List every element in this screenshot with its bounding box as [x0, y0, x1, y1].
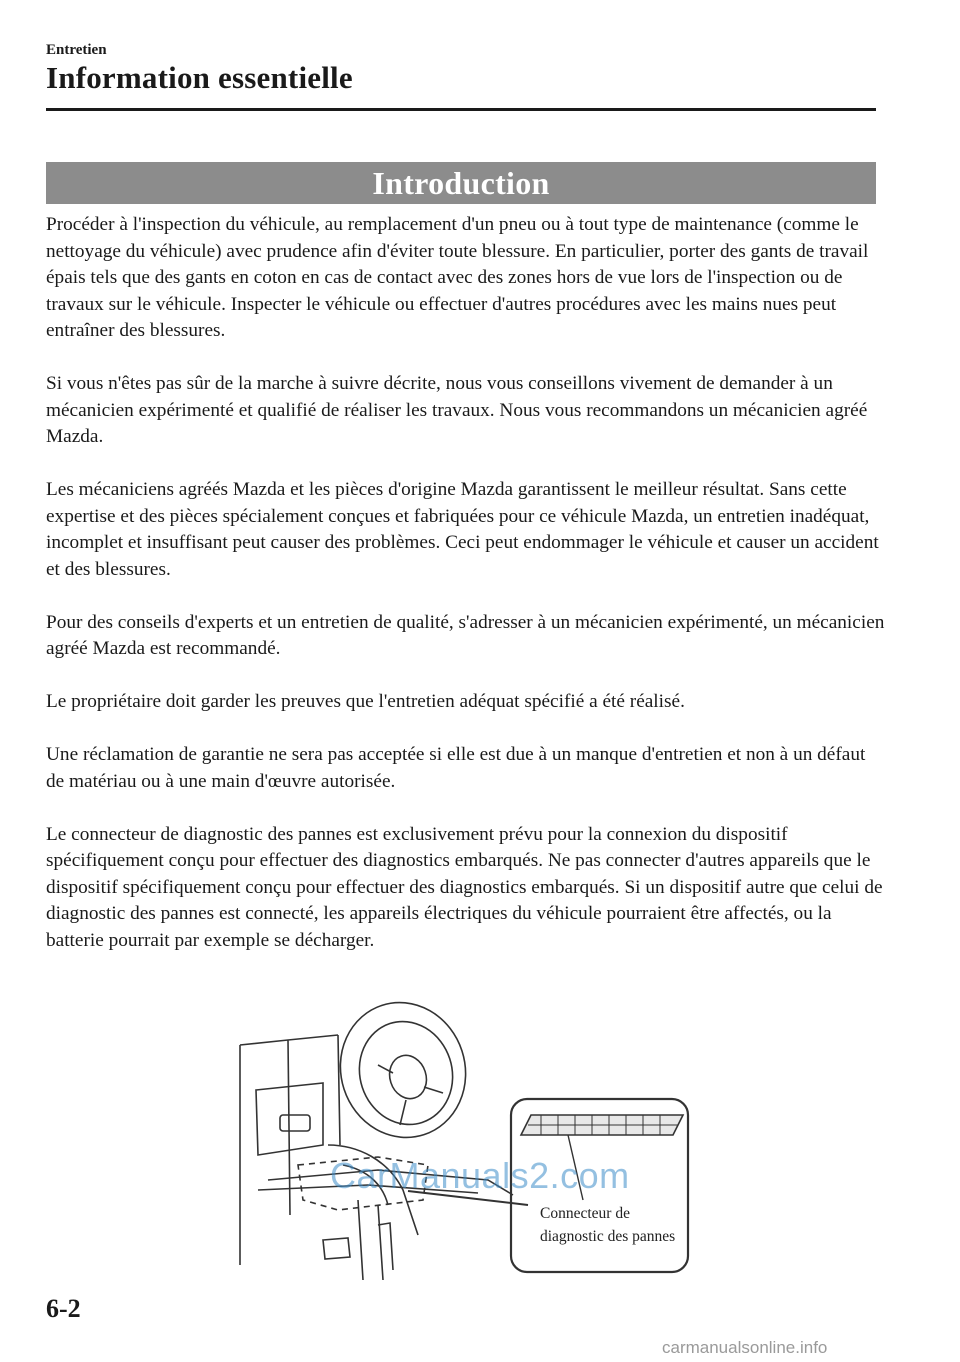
paragraph: Si vous n'êtes pas sûr de la marche à suivre décrite, nous vous conseillons vivement de demander à un mécanicien expérimenté et qualifié de réaliser les travaux. Nous vous recommandons un mécanicien agréé Mazda.	[46, 373, 868, 447]
diagnostic-connector-figure	[228, 995, 698, 1280]
paragraph: Le propriétaire doit garder les preuves que l'entretien adéquat spécifié a été réalisé.	[46, 691, 685, 712]
paragraph: Pour des conseils d'experts et un entretien de qualité, s'adresser à un mécanicien expérimenté, un mécanicien agréé Mazda est recommandé.	[46, 611, 885, 659]
paragraph: Procéder à l'inspection du véhicule, au remplacement d'un pneu ou à tout type de maintenance (comme le nettoyage du véhicule) avec prudence afin d'éviter toute blessure. En particulier, porter des gants de travail épais tels que des gants en coton en cas de contact avec des zones hors de vue lors de l'inspection ou de travaux sur le véhicule. Inspecter le véhicule ou effectuer d'autres procédures avec les mains nues peut entraîner des blessures.	[46, 214, 869, 341]
steering-wheel-outer	[323, 995, 483, 1154]
callout-label: Connecteur de diagnostic des pannes	[540, 1205, 676, 1245]
chapter-label: Entretien	[46, 42, 107, 58]
watermark: CarManuals2.com	[330, 1155, 630, 1196]
paragraph: Une réclamation de garantie ne sera pas acceptée si elle est due à un manque d'entretien et non à un défaut de matériau ou à une main d'œuvre autorisée.	[46, 744, 866, 792]
section-title: Information essentielle	[46, 60, 353, 95]
intro-banner	[46, 162, 876, 204]
pedal-brake	[323, 1238, 350, 1259]
banner-title: Introduction	[372, 164, 550, 201]
page-number: 6-2	[46, 1294, 81, 1323]
paragraph: Le connecteur de diagnostic des pannes est exclusivement prévu pour la connexion du dispositif spécifiquement conçu pour effectuer des diagnostics embarqués. Ne pas connecter d'autres appareils que le dispositif spécifiquement conçu pour effectuer des diagnostics embarqués. Si un dispositif autre que celui de diagnostic des pannes est connecté, les appareils électriques du véhicule pourraient être affectés, ou la batterie pourrait par exemple se décharger.	[46, 823, 883, 951]
paragraph: Les mécaniciens agréés Mazda et les pièces d'origine Mazda garantissent le meilleur résultat. Sans cette expertise et des pièces spécialement conçues et fabriquées pour ce véhicule Mazda, un entretien inadéquat, incomplet et insuffisant peut causer des problèmes. Ceci peut endommager le véhicule et causer un accident et des blessures.	[46, 479, 879, 580]
body-text	[46, 212, 886, 981]
floor-line	[358, 1200, 383, 1280]
steering-hub	[384, 1051, 432, 1104]
footer-url: carmanualsonline.info	[662, 1338, 828, 1357]
header-rule	[46, 108, 876, 111]
steering-wheel-inner	[346, 1009, 466, 1136]
vent-slot	[280, 1115, 310, 1131]
